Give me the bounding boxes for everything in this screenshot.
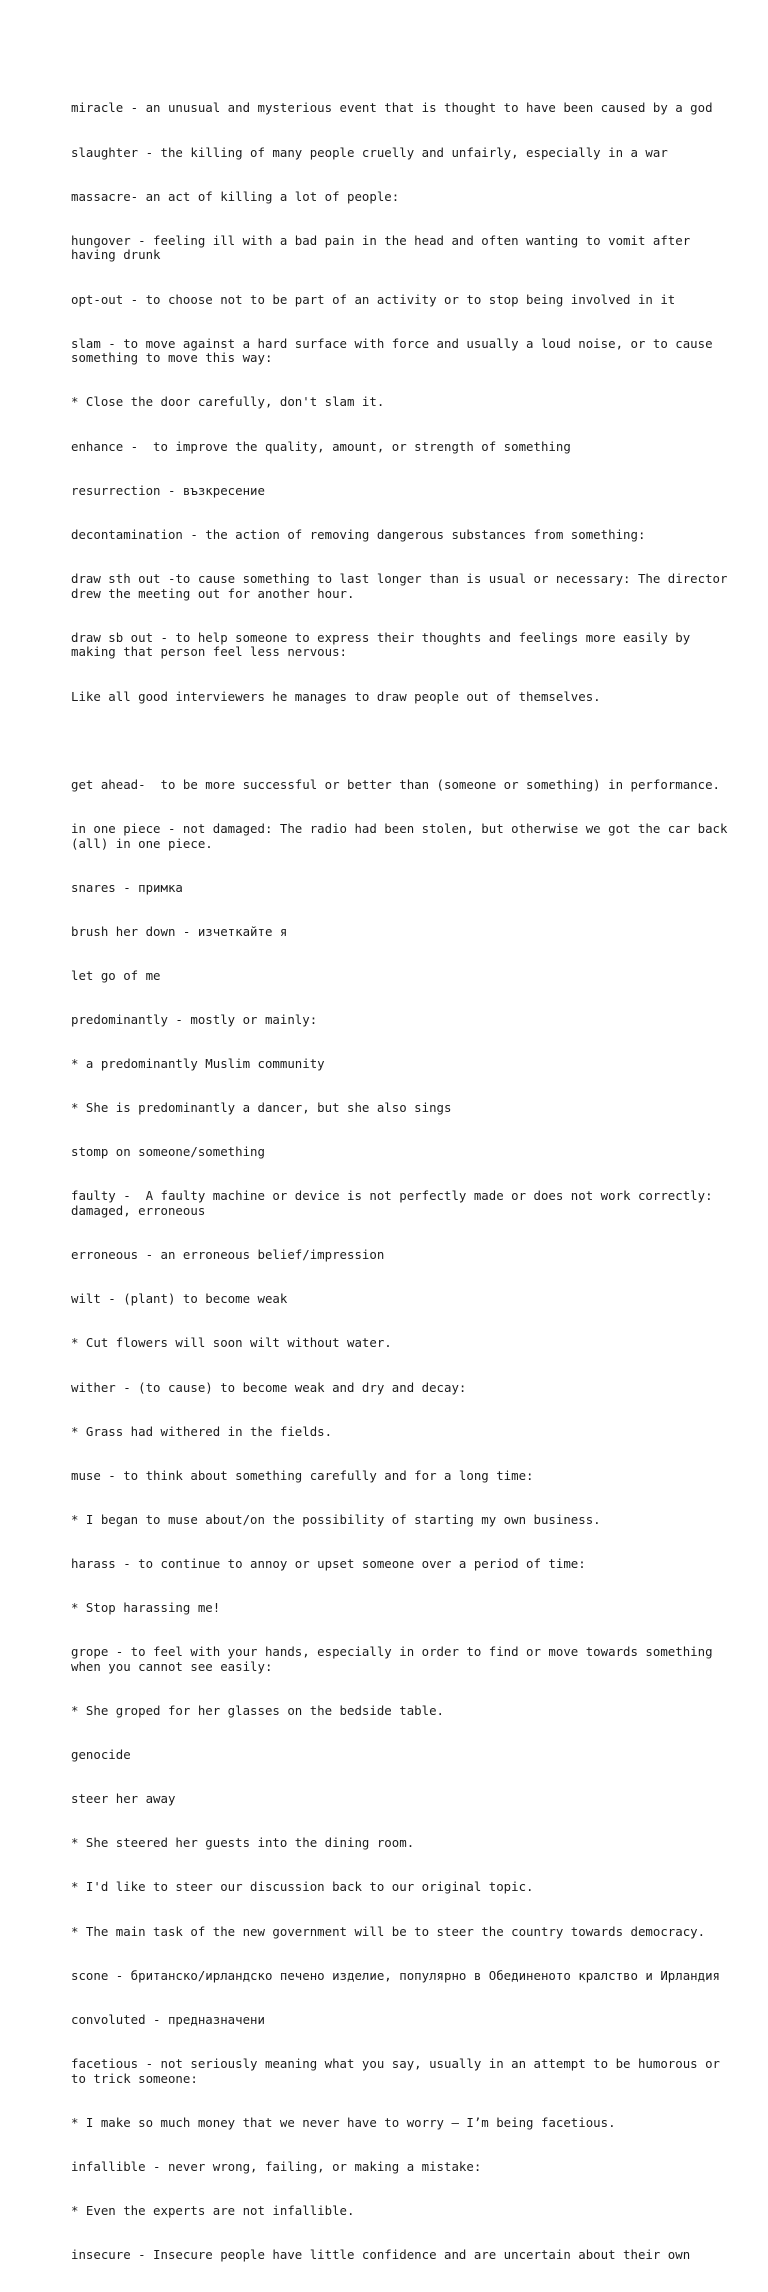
text-line: * I'd like to steer our discussion back to our original topic. <box>71 1879 534 1895</box>
text-line: in one piece - not damaged: The radio had been stolen, but otherwise we got the car back (all) in one piece. <box>71 820 735 851</box>
text-line: predominantly - mostly or mainly: <box>71 1011 318 1027</box>
text-line: massacre- an act of killing a lot of people: <box>71 188 400 204</box>
text-line: wither - (to cause) to become weak and dry and decay: <box>71 1379 467 1395</box>
text-line: draw sb out - to help someone to express their thoughts and feelings more easily by making that person feel less nervous: <box>71 629 698 660</box>
text-line: genocide <box>71 1747 131 1763</box>
text-line: Like all good interviewers he manages to draw people out of themselves. <box>71 688 601 704</box>
text-line: slam - to move against a hard surface with force and usually a loud noise, or to cause something to move this way: <box>71 335 721 366</box>
text-line: snares - примка <box>71 879 183 895</box>
text-line: * I began to muse about/on the possibility of starting my own business. <box>71 1511 601 1527</box>
text-line: grope - to feel with your hands, especially in order to find or move towards something when you cannot see easily: <box>71 1644 721 1674</box>
text-line: stomp on someone/something <box>71 1144 265 1160</box>
text-line: * Close the door carefully, don't slam it. <box>71 394 385 410</box>
text-line: convoluted - предназначени <box>71 2011 265 2027</box>
text-line: facetious - not seriously meaning what you say, usually in an attempt to be humorous or to trick someone: <box>71 2055 728 2086</box>
text-line: harass - to continue to annoy or upset someone over a period of time: <box>71 1556 586 1571</box>
text-line: * She groped for her glasses on the bedside table. <box>71 1703 444 1719</box>
text-line: * The main task of the new government will be to steer the country towards democracy. <box>71 1923 706 1939</box>
text-line: resurrection - възкресение <box>71 482 265 498</box>
text-line: steer her away <box>71 1791 176 1807</box>
blank-line <box>71 734 731 749</box>
text-line: * She is predominantly a dancer, but she also sings <box>71 1100 452 1116</box>
text-line: faulty - A faulty machine or device is not perfectly made or does not work correctly: damaged, erroneous <box>71 1188 721 1219</box>
text-line: miracle - an unusual and mysterious event that is thought to have been caused by a god <box>71 100 713 116</box>
text-line: opt-out - to choose not to be part of an activity or to stop being involved in it <box>71 291 676 307</box>
text-line: erroneous - an erroneous belief/impression <box>71 1247 385 1263</box>
text-line: infallible - never wrong, failing, or making a mistake: <box>71 2158 482 2174</box>
text-line: * Even the experts are not infallible. <box>71 2202 355 2218</box>
text-line: wilt - (plant) to become weak <box>71 1291 288 1307</box>
text-line: hungover - feeling ill with a bad pain in the head and often wanting to vomit after having drunk <box>71 232 698 263</box>
text-line: slaughter - the killing of many people cruelly and unfairly, especially in a war <box>71 144 668 160</box>
text-line: scone - британско/ирландско печено изделие, популярно в Обединеното кралство и Ирландия <box>71 1967 721 1983</box>
text-line: * Cut flowers will soon wilt without water. <box>71 1335 392 1351</box>
text-line: enhance - to improve the quality, amount, or strength of something <box>71 438 571 454</box>
text-line: insecure - Insecure people have little confidence and are uncertain about their own <box>71 2247 691 2263</box>
text-line: get ahead- to be more successful or better than (someone or something) in performance. <box>71 776 721 792</box>
text-line: muse - to think about something carefully and for a long time: <box>71 1467 534 1483</box>
text-line: * I make so much money that we never have to worry – I’m being facetious. <box>71 2114 616 2130</box>
text-line: decontamination - the action of removing dangerous substances from something: <box>71 526 646 542</box>
text-line: * She steered her guests into the dining room. <box>71 1835 415 1851</box>
vocabulary-notes <box>71 72 735 2292</box>
text-line: * Stop harassing me! <box>71 1600 221 1616</box>
text-line: let go of me <box>71 967 161 983</box>
text-line: brush her down - изчеткайте я <box>71 923 288 939</box>
text-line: * Grass had withered in the fields. <box>71 1423 333 1439</box>
text-line: * a predominantly Muslim community <box>71 1056 325 1072</box>
text-line: draw sth out -to cause something to last longer than is usual or necessary: The director drew the meeting out for another hour. <box>71 570 735 601</box>
